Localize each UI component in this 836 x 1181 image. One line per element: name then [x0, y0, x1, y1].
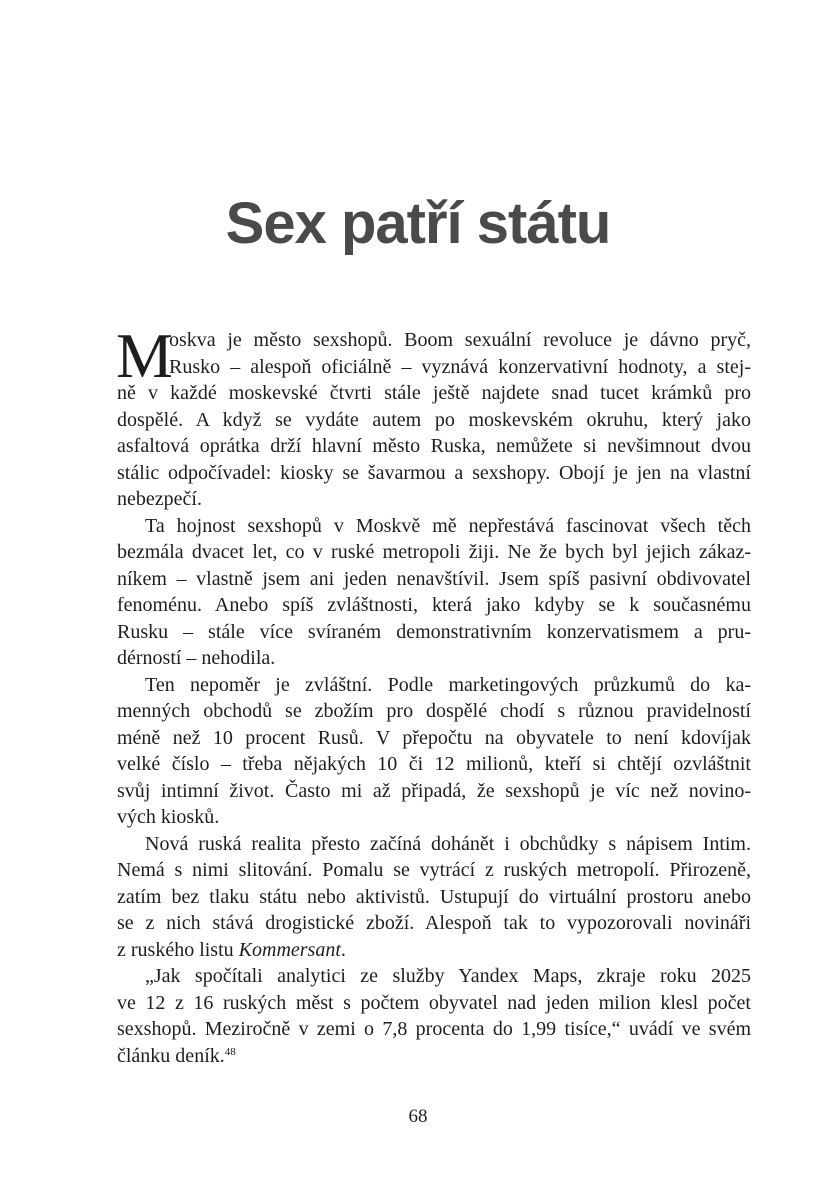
line-text: . [340, 938, 346, 961]
text-line: Rusko – alespoň oficiálně – vyznává konzervativní hodnoty, a stej- [169, 355, 751, 378]
paragraph-2 [117, 513, 751, 672]
paragraph-5 [117, 963, 751, 1069]
text-line: Ta hojnost sexshopů v Moskvě mě nepřestává fascinovat všech těch [145, 514, 751, 537]
text-line: svůj intimní život. Často mi až připadá, že sexshopů je víc než novino- [117, 779, 751, 802]
drop-cap: M [116, 320, 173, 391]
text-line: dérností – nehodila. [117, 647, 276, 669]
text-line [117, 1043, 751, 1070]
text-line: fenoménu. Anebo spíš zvláštnosti, která jako kdyby se k současnému [117, 594, 751, 616]
line-text: z ruského listu [117, 938, 239, 961]
text-line: menných obchodů se zbožím pro dospělé chodí s různou pravidelností [117, 700, 751, 722]
paragraph-1 [116, 320, 751, 513]
text-line: zatím bez tlaku státu nebo aktivistů. Ustupují do virtuální prostoru anebo [117, 885, 751, 908]
line-text: článku deník. [117, 1044, 225, 1067]
text-line: Nemá s nimi slitování. Pomalu se vytrácí z ruských metropolí. Přirozeně, [117, 859, 751, 881]
text-line [117, 937, 751, 964]
paragraph-3 [117, 672, 751, 831]
text-line: „Jak spočítali analytici ze služby Yandex Maps, zkraje roku 2025 [145, 965, 751, 987]
text-line: nebezpečí. [117, 488, 202, 510]
text-line: Rusku – stále více svíraném demonstrativním konzervatismem a pru- [117, 620, 751, 643]
text-line: sexshopů. Meziročně v zemi o 7,8 procenta do 1,99 tisíce,“ uvádí ve svém [117, 1018, 751, 1040]
text-line: Nová ruská realita přesto začíná dohánět i obchůdky s nápisem Intim. [145, 832, 751, 855]
chapter-title: Sex patří státu [225, 191, 611, 256]
text-line: Ten nepoměr je zvláštní. Podle marketingových průzkumů do ka- [145, 673, 751, 696]
text-line: velké číslo – třeba nějakých 10 či 12 milionů, kteří si chtějí ozvláštnit [117, 753, 751, 775]
text-line: stálic odpočívadel: kiosky se šavarmou a sexshopy. Obojí je jen na vlastní [117, 461, 751, 484]
footnote-marker: 48 [224, 1045, 236, 1058]
newspaper-name: Kommersant [238, 938, 341, 961]
text-line: dospělé. A když se vydáte autem po moskevském okruhu, který jako [117, 408, 751, 431]
text-line: se z nich stává drogistické zboží. Alespoň tak to vypozorovali novináři [117, 912, 751, 934]
text-line: ně v každé moskevské čtvrti stále ještě najdete snad tucet krámků pro [117, 382, 751, 404]
body-text [116, 320, 751, 1069]
text-line: bezmála dvacet let, co v ruské metropoli žiji. Ne že bych byl jejich zákaz- [117, 541, 751, 563]
page-number: 68 [408, 1106, 428, 1127]
text-line: vých kiosků. [117, 806, 220, 828]
text-line: méně než 10 procent Rusů. V přepočtu na obyvatele to není kdovíjak [117, 726, 751, 749]
paragraph-4 [117, 831, 751, 964]
text-line: asfaltová oprátka drží hlavní město Ruska, nemůžete si nevšimnout dvou [117, 435, 751, 457]
text-line: oskva je město sexshopů. Boom sexuální revoluce je dávno pryč, [169, 329, 751, 351]
text-line: níkem – vlastně jsem ani jeden nenavštívil. Jsem spíš pasivní obdivovatel [117, 567, 751, 590]
text-line: ve 12 z 16 ruských měst s počtem obyvatel nad jeden milion klesl počet [117, 991, 751, 1014]
